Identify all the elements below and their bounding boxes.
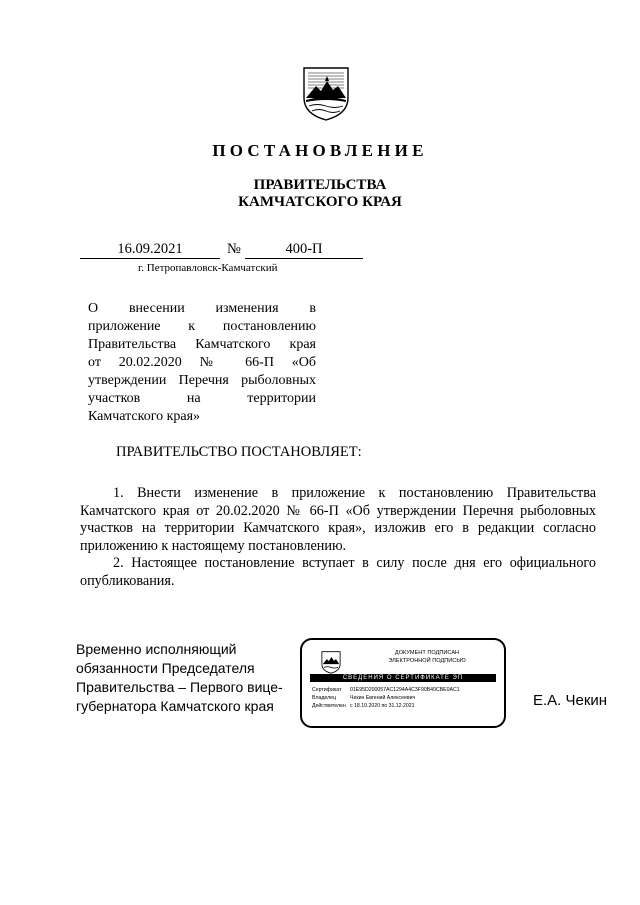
document-body [80,485,596,590]
certificate-row-value: 01E95D200057AC1294A4C3F90B40CBE0AC1 [350,687,460,693]
certificate-row-label: Владелец [312,695,336,701]
coat-of-arms-icon [300,64,352,122]
issue-city: г. Петропавловск-Камчатский [138,262,278,274]
document-date: 16.09.2021 [80,241,220,259]
document-title [88,300,316,426]
body-line: 1. Внести изменение в приложение к постановлению Правительства [113,485,596,501]
signer-position [76,640,283,716]
body-line: опубликования. [80,572,175,589]
title-line: О внесении изменения в [88,301,316,316]
certificate-details [312,686,498,710]
body-line: Камчатского края от 20.02.2020 № 66-П «Об утверждении Перечня рыболовных [80,502,596,519]
resolution-heading: ПРАВИТЕЛЬСТВО ПОСТАНОВЛЯЕТ: [116,444,362,460]
body-line: участков на территории Камчатского края», изложив его в редакции согласно [80,520,596,536]
issuer-line: КАМЧАТСКОГО КРАЯ [238,194,402,210]
title-line: Камчатского края» [88,409,201,424]
stamp-heading-line: ЭЛЕКТРОННОЙ ПОДПИСЬЮ [388,658,466,664]
issuer-heading [0,177,640,211]
number-sign: № [227,241,241,257]
issuer-line: ПРАВИТЕЛЬСТВА [253,177,387,193]
certificate-row [312,694,498,702]
certificate-row-label: Сертификат [312,687,342,693]
title-line: Правительства Камчатского края [88,337,316,352]
title-line: приложение к постановлению [88,319,316,334]
certificate-info-bar: СВЕДЕНИЯ О СЕРТИФИКАТЕ ЭП [310,674,496,682]
signer-position-line: Правительства – Первого вице- [76,679,283,695]
signer-position-line: губернатора Камчатского края [76,698,274,714]
document-type-heading: ПОСТАНОВЛЕНИЕ [212,141,428,160]
stamp-heading-line: ДОКУМЕНТ ПОДПИСАН [394,650,460,656]
certificate-row-value: с 18.10.2020 по 31.12.2021 [350,703,415,709]
certificate-row-value: Чекин Евгений Алексеевич [350,695,416,701]
stamp-heading [362,649,492,665]
title-line: от 20.02.2020 № 66-П «Об [88,355,316,370]
stamp-emblem-icon [320,650,342,674]
certificate-row [312,686,498,694]
title-line: утверждении Перечня рыболовных [88,373,316,388]
signer-name: Е.А. Чекин [533,692,608,709]
body-line: приложению к настоящему постановлению. [80,537,347,554]
certificate-row-label: Действителен [312,703,346,709]
body-line: 2. Настоящее постановление вступает в силу после дня его официального [113,555,596,571]
document-number: 400-П [245,241,363,259]
title-line: участков на территории [88,391,316,406]
signer-position-line: обязанности Председателя [76,660,255,676]
signer-position-line: Временно исполняющий [76,641,237,657]
certificate-row [312,702,498,710]
electronic-signature-stamp [300,638,506,728]
